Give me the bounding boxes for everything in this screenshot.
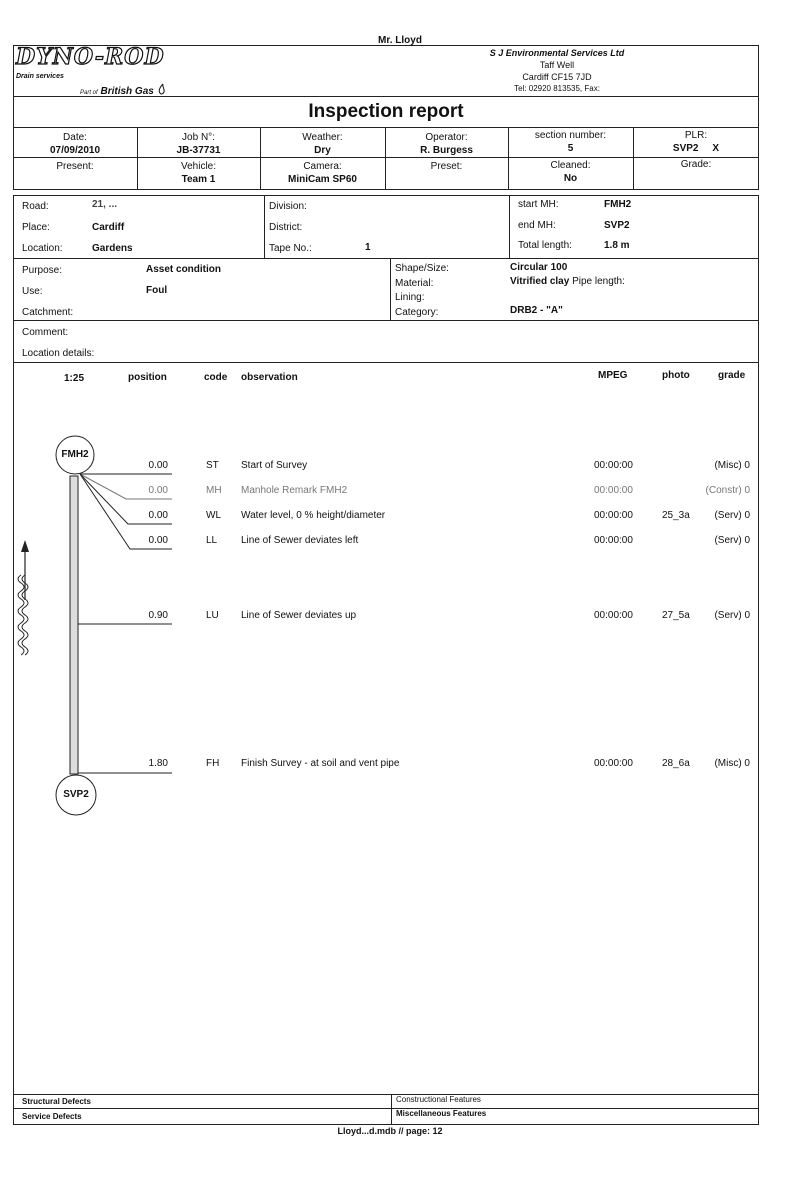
observation-mpeg: 00:00:00 (594, 510, 633, 521)
tape-label: Tape No.: (269, 243, 312, 254)
observation-grade: (Serv) 0 (714, 535, 750, 546)
camera-value: MiniCam SP60 (288, 174, 357, 185)
lining-label: Lining: (395, 292, 425, 303)
start-mh-label: start MH: (518, 199, 559, 210)
plr-value: SVP2 (672, 143, 699, 154)
scale-header: 1:25 (64, 373, 85, 384)
cleaned-label: Cleaned: (550, 160, 591, 171)
comment-label: Comment: (22, 327, 69, 338)
location-value: Gardens (92, 243, 133, 254)
shape-value: Circular 100 (510, 262, 568, 273)
use-value: Foul (146, 285, 168, 296)
photo-header: photo (662, 370, 690, 381)
total-length-label: Total length: (518, 240, 572, 251)
logo-parent-brand: British Gas (100, 86, 154, 97)
observation-position: 0.00 (148, 485, 168, 496)
road-value: 21, ... (92, 199, 118, 210)
observation-mpeg: 00:00:00 (594, 535, 633, 546)
total-length-value: 1.8 m (604, 240, 630, 251)
observation-text: Start of Survey (241, 460, 308, 471)
service-defects-label: Service Defects (22, 1112, 82, 1121)
operator-label: Operator: (425, 132, 468, 143)
observation-position: 0.00 (148, 460, 168, 471)
report-title: Inspection report (308, 101, 464, 122)
observation-position: 0.00 (148, 535, 168, 546)
company-line-2: Cardiff CF15 7JD (522, 72, 592, 82)
division-label: Division: (269, 201, 307, 212)
constructional-features-label: Constructional Features (396, 1095, 481, 1104)
end-mh-label: end MH: (518, 220, 556, 231)
pipe-body (70, 476, 78, 774)
observation-grade: (Serv) 0 (714, 510, 750, 521)
category-value: DRB2 - "A" (510, 305, 563, 316)
observation-code: FH (206, 758, 220, 769)
page-top-name: Mr. Lloyd (378, 35, 422, 46)
observation-position: 0.90 (148, 610, 168, 621)
company-line-3: Tel: 02920 813535, Fax: (514, 84, 600, 93)
end-node-label: SVP2 (63, 789, 89, 800)
observation-code: LL (206, 535, 218, 546)
observation-photo: 27_5a (662, 610, 690, 621)
observation-header: observation (241, 372, 298, 383)
purpose-label: Purpose: (22, 265, 63, 276)
observation-text: Finish Survey - at soil and vent pipe (241, 758, 400, 769)
observation-text: Line of Sewer deviates left (241, 535, 359, 546)
location-label: Location: (22, 243, 63, 254)
observation-code: WL (206, 510, 221, 521)
observation-mpeg: 00:00:00 (594, 610, 633, 621)
miscellaneous-features-label: Miscellaneous Features (396, 1109, 487, 1118)
divider (13, 1108, 759, 1109)
section-value: 5 (567, 143, 574, 154)
material-label: Material: (395, 278, 434, 289)
observation-code: LU (206, 610, 219, 621)
company-line-1: Taff Well (539, 60, 575, 70)
company-name: S J Environmental Services Ltd (489, 48, 625, 58)
divider (13, 1094, 759, 1095)
observation-text: Water level, 0 % height/diameter (241, 510, 386, 521)
dyno-rod-logo: DYNO-ROD (16, 44, 165, 70)
use-label: Use: (22, 286, 43, 297)
purpose-value: Asset condition (146, 264, 222, 275)
vehicle-label: Vehicle: (180, 161, 217, 172)
weather-value: Dry (314, 145, 331, 156)
grade-label: Grade: (680, 159, 712, 170)
present-label: Present: (56, 161, 94, 172)
observation-grade: (Serv) 0 (714, 610, 750, 621)
plr-label: PLR: (684, 130, 708, 141)
camera-label: Camera: (303, 161, 342, 172)
logo-tagline: Drain services (16, 73, 64, 80)
tape-value: 1 (365, 242, 371, 253)
preset-label: Preset: (430, 161, 463, 172)
weather-label: Weather: (302, 132, 343, 143)
shape-label: Shape/Size: (395, 263, 449, 274)
observation-text: Line of Sewer deviates up (241, 610, 357, 621)
observation-photo: 25_3a (662, 510, 690, 521)
structural-defects-label: Structural Defects (22, 1097, 91, 1106)
observation-code: ST (206, 460, 219, 471)
pipe-length-label: Pipe length: (572, 276, 625, 287)
flow-direction-arrow-icon (18, 540, 29, 655)
section-label: section number: (534, 130, 607, 141)
logo-part-of-prefix: Part of (80, 90, 98, 96)
district-label: District: (269, 222, 303, 233)
start-mh-value: FMH2 (604, 199, 632, 210)
grade-header: grade (718, 370, 746, 381)
location-details-label: Location details: (22, 348, 95, 359)
date-label: Date: (63, 132, 87, 143)
observation-grade: (Constr) 0 (705, 485, 750, 496)
code-header: code (204, 372, 228, 383)
mpeg-header: MPEG (598, 370, 628, 381)
observation-position: 0.00 (148, 510, 168, 521)
cleaned-value: No (563, 173, 578, 184)
observation-mpeg: 00:00:00 (594, 485, 633, 496)
start-node-label: FMH2 (61, 449, 89, 460)
vehicle-value: Team 1 (181, 174, 216, 185)
observation-position: 1.80 (148, 758, 168, 769)
date-value: 07/09/2010 (49, 145, 101, 156)
page-footer: Lloyd...d.mdb // page: 12 (337, 1126, 443, 1136)
category-label: Category: (395, 307, 439, 318)
operator-value: R. Burgess (420, 145, 473, 156)
divider (391, 1094, 392, 1125)
road-label: Road: (22, 201, 49, 212)
observation-code: MH (206, 485, 222, 496)
position-header: position (128, 372, 167, 383)
catchment-label: Catchment: (22, 307, 74, 318)
job-label: Job N°: (182, 132, 215, 143)
observation-grade: (Misc) 0 (714, 460, 750, 471)
observation-mpeg: 00:00:00 (594, 460, 633, 471)
observation-grade: (Misc) 0 (714, 758, 750, 769)
observation-photo: 28_6a (662, 758, 690, 769)
end-mh-value: SVP2 (604, 220, 630, 231)
job-value: JB-37731 (176, 145, 221, 156)
plr-mark: X (712, 143, 720, 154)
material-value: Vitrified clay (510, 276, 570, 287)
place-value: Cardiff (92, 222, 125, 233)
place-label: Place: (22, 222, 50, 233)
observation-mpeg: 00:00:00 (594, 758, 633, 769)
observation-text: Manhole Remark FMH2 (241, 485, 348, 496)
